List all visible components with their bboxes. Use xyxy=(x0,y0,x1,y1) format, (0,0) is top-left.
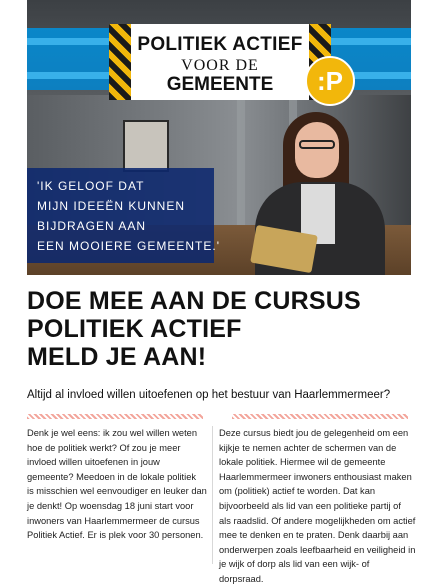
logo-badge: :P xyxy=(305,56,355,106)
divider-right xyxy=(232,414,408,419)
divider-left xyxy=(27,414,203,419)
logo-title-bottom: GEMEENTE xyxy=(166,74,274,95)
body-line: dorpsraad. xyxy=(219,573,264,584)
logo-subtitle: VOOR DE xyxy=(181,57,259,74)
quote-line: MIJN IDEEËN KUNNEN xyxy=(37,199,186,213)
body-line: Deze cursus biedt jou de gelegenheid om een xyxy=(219,428,409,438)
body-line: invloed willen uitoefenen in jouw xyxy=(27,457,160,468)
body-line: om (politiek) actief te worden. Dat kan xyxy=(219,486,376,497)
body-line: je wijk of dorp als lid van een wijk- of xyxy=(219,559,370,570)
body-line: inwoners van Haarlemmermeer de cursus xyxy=(27,515,200,526)
body-line: onderwerpen zoals leefbaarheid en veiligheid in xyxy=(219,544,416,555)
woman-photo xyxy=(231,112,407,275)
body-line: hoe de politiek werkt? Of zou je meer xyxy=(27,442,181,453)
hazard-stripe-left xyxy=(109,24,131,100)
face xyxy=(295,122,339,178)
logo-title: POLITIEK ACTIEF xyxy=(137,34,303,55)
body-line: Politiek Actief. Er is plek voor 30 personen. xyxy=(27,530,204,541)
body-line: gemeente? Meedoen in de lokale politiek xyxy=(27,471,197,482)
glasses-icon xyxy=(299,140,335,149)
body-line: je denkt! Op woensdag 18 juni start voor xyxy=(27,500,194,511)
logo-card xyxy=(109,24,331,100)
body-line: is misschien wel eenvoudiger en leuker dan xyxy=(27,486,207,497)
headline-line: DOE MEE AAN DE CURSUS xyxy=(27,287,361,315)
headline xyxy=(27,287,422,371)
body-column-left xyxy=(27,426,212,543)
body-line: Denk je wel eens: ik zou wel willen weten xyxy=(27,428,198,438)
wall-picture xyxy=(123,120,169,172)
body-line: kijkje te nemen achter de schermen van de xyxy=(219,442,397,453)
quote-line: 'IK GELOOF DAT xyxy=(37,179,145,193)
quote-line: EEN MOOIERE GEMEENTE.' xyxy=(37,239,220,253)
quote-line: BIJDRAGEN AAN xyxy=(37,219,147,233)
quote-box xyxy=(27,168,220,263)
headline-line: POLITIEK ACTIEF xyxy=(27,315,242,343)
body-line: mee te denken en te praten. Denk daarbij aan xyxy=(219,530,409,541)
body-line: lokale politiek. Hiermee wil de gemeente xyxy=(219,457,386,468)
intro-text: Altijd al invloed willen uitoefenen op het bestuur van Haarlemmermeer? xyxy=(27,389,391,401)
headline-line: MELD JE AAN! xyxy=(27,343,207,371)
body-line: als raadslid. Of andere mogelijkheden om actief xyxy=(219,515,416,526)
body-column-right xyxy=(212,426,427,584)
body-line: Haarlemmermeer inwoners enthousiast maken xyxy=(219,471,412,482)
body-line: bijvoorbeeld als lid van een politieke partij of xyxy=(219,500,401,511)
